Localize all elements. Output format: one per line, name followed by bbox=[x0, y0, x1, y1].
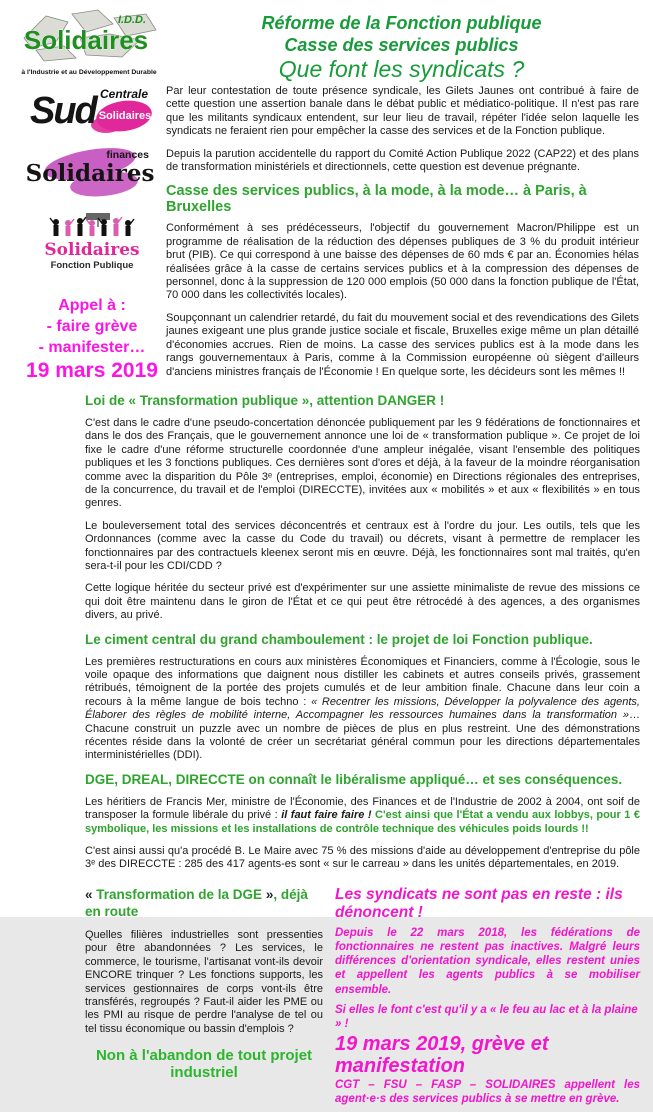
greve-date-line: 19 mars 2019, grève et manifestation bbox=[335, 1032, 549, 1077]
dge-dreal-green-text: C'est ainsi que l'État a vendu aux lobbys, pour 1 € symbolique, les missions et les installations de contrôle technique des véhicules poids lourds !! bbox=[85, 809, 640, 835]
ciment-text-pre: Les premières restructurations en cours aux ministères Économiques et Financiers, comme à l'Écologie, sous le voile opaque des informations que daignent nous distiller les cabinets et autres conseils privés, grassement rétribués, témoignent de la portée des projets cumulés et de leur ambition finale. Chacune dans leur coin a recours à la même langue de bois techno : bbox=[85, 655, 640, 708]
intro-paragraph-1: Par leur contestation de toute présence syndicale, les Gilets Jaunes ont contribué à faire de cette question une assertion banale dans le débat public et médiatico-politique. Il n'est pas rare que les militants syndicaux entendent, sur leur lieu de travail, répéter l'idée selon laquelle les syndicats ne feraient rien pour empêcher la casse des services et de la Fonction publique. bbox=[166, 85, 639, 138]
dge-dreal-paragraph-1 bbox=[85, 796, 640, 836]
dge-dreal-faire-faire: il faut faire faire ! bbox=[281, 809, 372, 822]
loi-paragraph-1: C'est dans le cadre d'une pseudo-concertation dénoncée publiquement par les 9 fédérations de fonctionnaires et dans le dos des Français, que le gouvernement annonce une loi de « transformation publique ». Ce projet de loi fixe le cadre d'une réforme structurelle coordonnée d'une ampleur inégalée, visant l'ensemble des politiques publiques et les 3 fonctions publiques. Ces dernières sont d'ores et déjà, à la faveur de la moindre réorganisation comme avec la disparition du Pôle 3ᵉ (entreprises, emploi, économie) en Directions régionales des entreprises, de la concurrence, du travail et de l'emploi (DIRECCTE), invitées aux « mobilités » et aux « flexibilités » en tous genres. bbox=[85, 416, 640, 510]
syndicats-column bbox=[335, 886, 640, 1112]
logo-sidebar bbox=[0, 85, 158, 388]
appel-line-3: - manifester… bbox=[38, 339, 146, 356]
loi-paragraph-3: Cette logique héritée du secteur privé est d'expérimenter sur une assiette minimaliste de revue des missions ce qui doit être maintenu dans le giron de l'État et ce qui peut être rétrocédé à des agences, a des organismes divers, au privé. bbox=[85, 582, 640, 622]
bottom-columns bbox=[85, 886, 640, 1112]
page-title bbox=[164, 8, 639, 83]
intro-paragraph-3: Conformément à ses prédécesseurs, l'objectif du gouvernement Macron/Philippe est un programme de réalisation de la réduction des dépenses publiques de 3 % du produit intérieur brut (PIB). Ce qui correspond à une baisse des dépenses de 60 mds € par an. Économies hélas réalisées grâce à la casse de certains services publics et à la compression des dépenses de personnel, donc à la suppression de 120 000 emplois (50 000 dans la fonction publique de l'État, 70 000 dans les collectivités locales). bbox=[166, 222, 639, 302]
dge-heading-close-quote: » bbox=[262, 886, 274, 902]
dge-heading-open-quote: « bbox=[85, 886, 97, 902]
syndicats-paragraph-2: Si elles le font c'est qu'il y a « le feu au lac et à la plaine » ! bbox=[335, 1003, 638, 1030]
ciment-quote: « Recentrer les missions, Développer la polyvalence des agents, Élaborer des règles de mobilité interne, Accompagner les ressources humaines dans la transformation » bbox=[85, 695, 640, 722]
logo-sud-centrale-solidaires bbox=[30, 85, 154, 138]
intro-paragraph-4: Soupçonnant un calendrier retardé, du fait du mouvement social et des revendications des Gilets jaunes exigeant une plus grande justice sociale et fiscale, Bruxelles exige même un plan détaillé d'économies accrues. Rien de moins. La casse des services publics est à la mode dans les rangs gouvernementaux à Paris, comme à la Commission européenne où siègent d'ailleurs d'anciens ministres français de l'Économie ! En quelque sorte, les décideurs sont les mêmes !! bbox=[166, 311, 639, 378]
lower-section bbox=[0, 388, 653, 1112]
upper-section bbox=[0, 83, 653, 388]
heading-casse-services-publics: Casse des services publics, à la mode, à la mode… à Paris, à Bruxelles bbox=[166, 183, 587, 216]
heading-loi-transformation: Loi de « Transformation publique », attention DANGER ! bbox=[85, 392, 445, 408]
heading-syndicats: Les syndicats ne sont pas en reste : ils dénoncent ! bbox=[335, 885, 623, 921]
slogan-non-abandon: Non à l'abandon de tout projet industriel bbox=[95, 1047, 313, 1082]
dge-heading-main: Transformation de la DGE bbox=[96, 886, 263, 902]
appel-block bbox=[26, 295, 158, 384]
solidaires-idd-logo-graphic bbox=[14, 8, 164, 66]
ciment-paragraph bbox=[85, 656, 640, 763]
heading-dge-dreal-direccte: DGE, DREAL, DIRECCTE on connaît le libéralisme appliqué… et ses conséquences. bbox=[85, 771, 623, 787]
intro-paragraph-2: Depuis la parution accidentelle du rapport du Comité Action Publique 2022 (CAP22) et des plans de transformation ministériels et directionnels, cette question est devenue prégnante. bbox=[166, 147, 639, 174]
syndicats-paragraph-3: CGT – FSU – FASP – SOLIDAIRES appellent les agent·e·s des services publics à se mettre en grève. bbox=[335, 1078, 640, 1106]
appel-line-1: Appel à : bbox=[58, 297, 126, 314]
title-line-2: Casse des services publics bbox=[284, 35, 519, 55]
sud-wordmark: Sud bbox=[30, 90, 96, 132]
dge-column bbox=[85, 886, 323, 1112]
header bbox=[0, 0, 653, 83]
appel-date: 19 mars 2019 bbox=[26, 359, 158, 382]
syndicats-paragraph-1: Depuis le 22 mars 2018, les fédérations de fonctionnaires ne restent pas inactives. Malgré leurs différences d'orientation syndicale, elles restent unies et appellent les agents publics à se mobiliser ensemble. bbox=[335, 926, 640, 996]
logo-solidaires-finances bbox=[25, 145, 155, 204]
idd-caption: à l'Industrie et au Développement Durable bbox=[21, 69, 157, 76]
fp-caption: Fonction Publique bbox=[50, 260, 134, 271]
crowd-silhouette-icon bbox=[50, 213, 134, 236]
dge-dreal-paragraph-2: C'est ainsi aussi qu'a procédé B. Le Maire avec 75 % des missions d'aide au développement d'entreprise du pôle 3ᵉ des DIRECCTE : 285 des 417 agents-es sont « sur le carreau » dans les unités départementales, en 2019. bbox=[85, 845, 640, 871]
dge-paragraph: Quelles filières industrielles sont pressenties pour être abandonnées ? Les services, le commerce, le tourisme, l'artisanat vont-ils devoir ENCORE trinquer ? Les fonctions supports, les services gestionnaires de corps vont-ils être transférés, regroupés ? Faut-il aider les PME ou les PMI au risque de perdre l'analyse de tel ou tel tissu économique ou bassin d'emplois ? bbox=[85, 928, 323, 1035]
ciment-text-post: … Chacune construit un puzzle avec un nombre de pièces de plus en plus restreint. Une des démonstrations récentes réside dans la volonté de créer un secrétariat général commun pour les directions départementales interministérielles (DDI). bbox=[85, 709, 640, 762]
idd-wordmark: Solidaires bbox=[23, 25, 149, 55]
loi-paragraph-2: Le bouleversement total des services déconcentrés et centraux est à l'ordre du jour. Les outils, tels que les Ordonnances (comme avec la casse du Code du travail) ou décrets, visant à permettre de remplacer les fonctionnaires par des contractuels kleenex seront mis en œuvre. Déjà, les fonctionnaires sont mal traités, qu'en sera-t-il pour les CDI/CDD ? bbox=[85, 519, 640, 572]
sud-solidaires-label: Solidaires bbox=[98, 110, 152, 122]
appel-line-2: - faire grève bbox=[46, 318, 138, 335]
dge-dreal-text-pre: Les héritiers de Francis Mer, ministre de l'Économie, des Finances et de l'Industrie de 2002 à 2004, ont soif de transposer la formule libérale du privé : bbox=[85, 795, 640, 822]
finances-label: finances bbox=[106, 149, 149, 161]
fp-wordmark: Solidaires bbox=[44, 240, 140, 260]
centrale-label: Centrale bbox=[100, 87, 149, 101]
heading-ciment-central: Le ciment central du grand chamboulement : le projet de loi Fonction publique. bbox=[85, 631, 593, 647]
title-line-1: Réforme de la Fonction publique bbox=[261, 13, 542, 33]
intro-column bbox=[166, 85, 639, 388]
dge-heading-tail: , déjà en route bbox=[85, 886, 308, 919]
idd-acronym: I.D.D. bbox=[117, 14, 147, 26]
logo-solidaires-fonction-publique bbox=[44, 211, 140, 276]
heading-transformation-dge bbox=[85, 886, 323, 920]
title-line-3: Que font les syndicats ? bbox=[278, 56, 525, 82]
logo-solidaires-idd bbox=[14, 8, 164, 83]
finances-wordmark: Solidaires bbox=[25, 160, 155, 187]
